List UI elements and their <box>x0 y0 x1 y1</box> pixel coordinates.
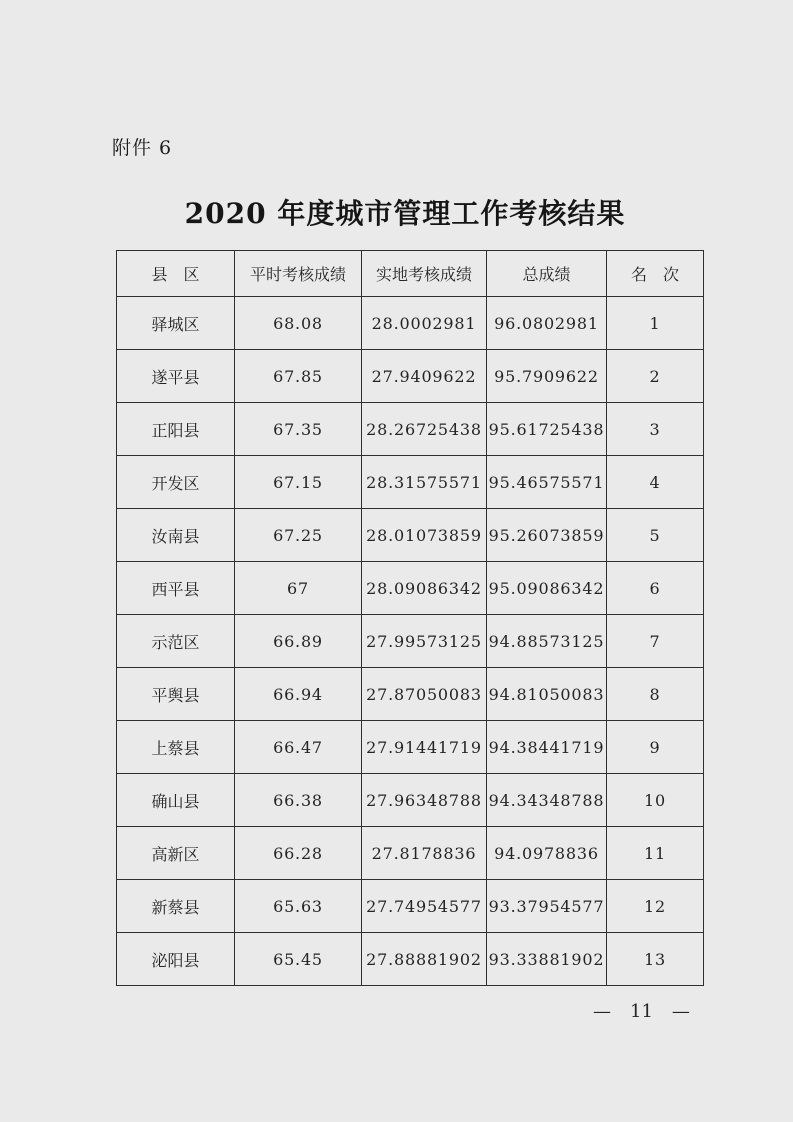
cell-district: 泌阳县 <box>117 933 235 986</box>
cell-district: 遂平县 <box>117 350 235 403</box>
cell-regular-score: 66.94 <box>235 668 362 721</box>
column-header-field-score: 实地考核成绩 <box>362 251 487 297</box>
table-row <box>117 774 704 827</box>
cell-regular-score: 68.08 <box>235 297 362 350</box>
page-title: 2020 年度城市管理工作考核结果 <box>184 197 626 230</box>
column-header-regular-score: 平时考核成绩 <box>235 251 362 297</box>
cell-total-score: 95.26073859 <box>487 509 607 562</box>
cell-rank: 5 <box>607 509 704 562</box>
cell-total-score: 93.37954577 <box>487 880 607 933</box>
cell-field-score: 28.09086342 <box>362 562 487 615</box>
footer-dash-left: — <box>593 1001 611 1022</box>
cell-regular-score: 66.28 <box>235 827 362 880</box>
table-row <box>117 456 704 509</box>
cell-regular-score: 67.25 <box>235 509 362 562</box>
cell-rank: 2 <box>607 350 704 403</box>
table-row <box>117 350 704 403</box>
cell-total-score: 95.09086342 <box>487 562 607 615</box>
table-row <box>117 615 704 668</box>
cell-rank: 7 <box>607 615 704 668</box>
cell-district: 正阳县 <box>117 403 235 456</box>
cell-district: 开发区 <box>117 456 235 509</box>
cell-regular-score: 66.38 <box>235 774 362 827</box>
cell-district: 西平县 <box>117 562 235 615</box>
column-header-total-score: 总成绩 <box>487 251 607 297</box>
assessment-table <box>116 250 704 986</box>
cell-regular-score: 66.89 <box>235 615 362 668</box>
cell-rank: 13 <box>607 933 704 986</box>
table-row <box>117 721 704 774</box>
cell-field-score: 28.26725438 <box>362 403 487 456</box>
cell-district: 高新区 <box>117 827 235 880</box>
table-row <box>117 880 704 933</box>
cell-total-score: 95.61725438 <box>487 403 607 456</box>
cell-rank: 8 <box>607 668 704 721</box>
cell-rank: 11 <box>607 827 704 880</box>
cell-rank: 12 <box>607 880 704 933</box>
cell-district: 汝南县 <box>117 509 235 562</box>
cell-field-score: 27.88881902 <box>362 933 487 986</box>
column-header-district: 县 区 <box>117 251 235 297</box>
cell-field-score: 27.74954577 <box>362 880 487 933</box>
cell-district: 示范区 <box>117 615 235 668</box>
column-header-rank: 名 次 <box>607 251 704 297</box>
cell-district: 上蔡县 <box>117 721 235 774</box>
cell-rank: 10 <box>607 774 704 827</box>
cell-regular-score: 65.45 <box>235 933 362 986</box>
cell-total-score: 95.7909622 <box>487 350 607 403</box>
cell-field-score: 27.87050083 <box>362 668 487 721</box>
cell-field-score: 28.01073859 <box>362 509 487 562</box>
footer-page-number: 11 <box>630 1001 653 1022</box>
cell-district: 平舆县 <box>117 668 235 721</box>
cell-regular-score: 67.35 <box>235 403 362 456</box>
cell-rank: 4 <box>607 456 704 509</box>
footer-dash-right: — <box>671 1001 690 1022</box>
cell-regular-score: 65.63 <box>235 880 362 933</box>
cell-total-score: 96.0802981 <box>487 297 607 350</box>
cell-district: 新蔡县 <box>117 880 235 933</box>
cell-regular-score: 66.47 <box>235 721 362 774</box>
cell-regular-score: 67.85 <box>235 350 362 403</box>
cell-rank: 1 <box>607 297 704 350</box>
cell-total-score: 94.88573125 <box>487 615 607 668</box>
cell-field-score: 27.8178836 <box>362 827 487 880</box>
cell-total-score: 94.81050083 <box>487 668 607 721</box>
table-row <box>117 403 704 456</box>
table-row <box>117 562 704 615</box>
table-header-row <box>117 251 704 297</box>
page-number <box>593 1001 690 1022</box>
cell-field-score: 28.0002981 <box>362 297 487 350</box>
cell-total-score: 94.34348788 <box>487 774 607 827</box>
cell-regular-score: 67 <box>235 562 362 615</box>
table-row <box>117 509 704 562</box>
cell-field-score: 27.99573125 <box>362 615 487 668</box>
cell-total-score: 94.38441719 <box>487 721 607 774</box>
table-row <box>117 933 704 986</box>
cell-district: 确山县 <box>117 774 235 827</box>
table-row <box>117 297 704 350</box>
cell-regular-score: 67.15 <box>235 456 362 509</box>
cell-rank: 3 <box>607 403 704 456</box>
cell-field-score: 27.9409622 <box>362 350 487 403</box>
cell-rank: 9 <box>607 721 704 774</box>
cell-field-score: 28.31575571 <box>362 456 487 509</box>
cell-total-score: 94.0978836 <box>487 827 607 880</box>
cell-field-score: 27.96348788 <box>362 774 487 827</box>
cell-total-score: 93.33881902 <box>487 933 607 986</box>
cell-rank: 6 <box>607 562 704 615</box>
cell-field-score: 27.91441719 <box>362 721 487 774</box>
attachment-label: 附件 6 <box>112 137 173 159</box>
cell-total-score: 95.46575571 <box>487 456 607 509</box>
table-row <box>117 668 704 721</box>
table-row <box>117 827 704 880</box>
cell-district: 驿城区 <box>117 297 235 350</box>
